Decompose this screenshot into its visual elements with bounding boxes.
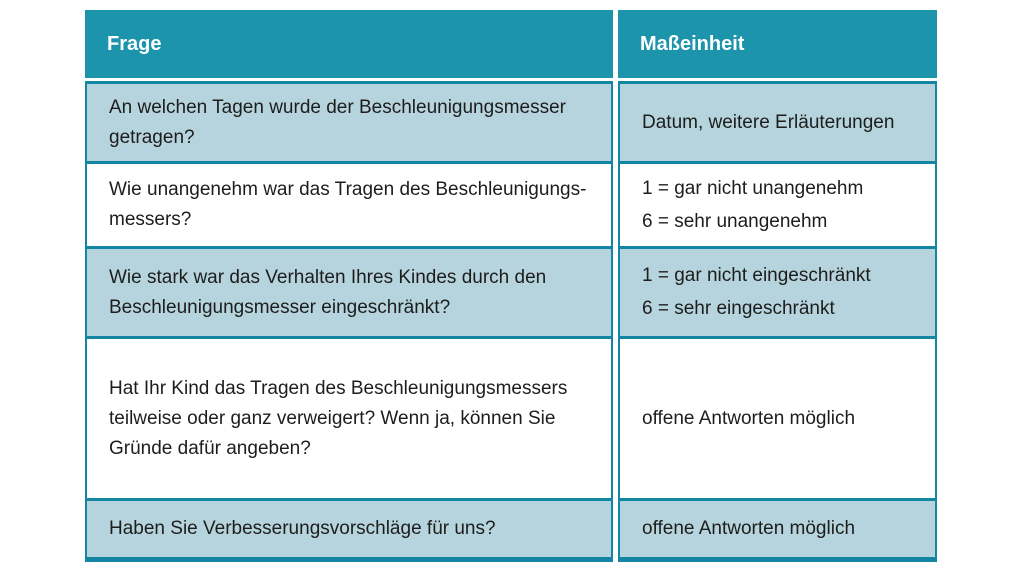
table-row: [85, 246, 937, 339]
frage-text-line: An welchen Tagen wurde der Beschleunigungsmesser: [109, 96, 566, 118]
frage-text-line: Gründe dafür angeben?: [109, 437, 311, 459]
frage-cell: [85, 161, 613, 249]
frage-text-line: Wie unangenehm war das Tragen des Beschleunigungs-: [109, 179, 587, 200]
frage-cell: [85, 81, 613, 164]
masseinheit-cell: [618, 246, 937, 339]
masseinheit-text-line: 6 = sehr eingeschränkt: [642, 298, 835, 319]
masseinheit-text-line: Datum, weitere Erläuterungen: [642, 111, 895, 133]
table-row: [85, 161, 937, 249]
column-header-frage-label: Frage: [107, 33, 162, 55]
frage-cell: [85, 246, 613, 339]
frage-text-line: Haben Sie Verbesserungsvorschläge für uns?: [109, 518, 496, 539]
frage-cell: [85, 498, 613, 562]
table-row: [85, 81, 937, 164]
masseinheit-text-line: offene Antworten möglich: [642, 407, 856, 429]
frage-text-line: teilweise oder ganz verweigert? Wenn ja, können Sie: [109, 407, 556, 429]
questionnaire-table: [85, 10, 937, 562]
column-header-frage: [85, 10, 613, 78]
table-header-row: [85, 10, 937, 78]
column-header-masseinheit: [618, 10, 937, 78]
table-body: [85, 81, 937, 562]
table-row: [85, 336, 937, 501]
frage-text-line: Beschleunigungsmesser eingeschränkt?: [109, 296, 451, 318]
column-header-masseinheit-label: Maßeinheit: [640, 33, 745, 55]
masseinheit-cell: [618, 498, 937, 562]
masseinheit-cell: [618, 81, 937, 164]
frage-text-line: getragen?: [109, 126, 195, 148]
masseinheit-text-line: 6 = sehr unangenehm: [642, 210, 828, 232]
masseinheit-cell: [618, 336, 937, 501]
masseinheit-text-line: offene Antworten möglich: [642, 518, 856, 539]
masseinheit-text-line: 1 = gar nicht unangenehm: [642, 177, 864, 199]
frage-text-line: Hat Ihr Kind das Tragen des Beschleunigungsmessers: [109, 377, 568, 399]
frage-text-line: messers?: [109, 209, 192, 230]
masseinheit-cell: [618, 161, 937, 249]
table-row: [85, 498, 937, 562]
masseinheit-text-line: 1 = gar nicht eingeschränkt: [642, 265, 871, 286]
frage-cell: [85, 336, 613, 501]
frage-text-line: Wie stark war das Verhalten Ihres Kindes durch den: [109, 266, 547, 288]
